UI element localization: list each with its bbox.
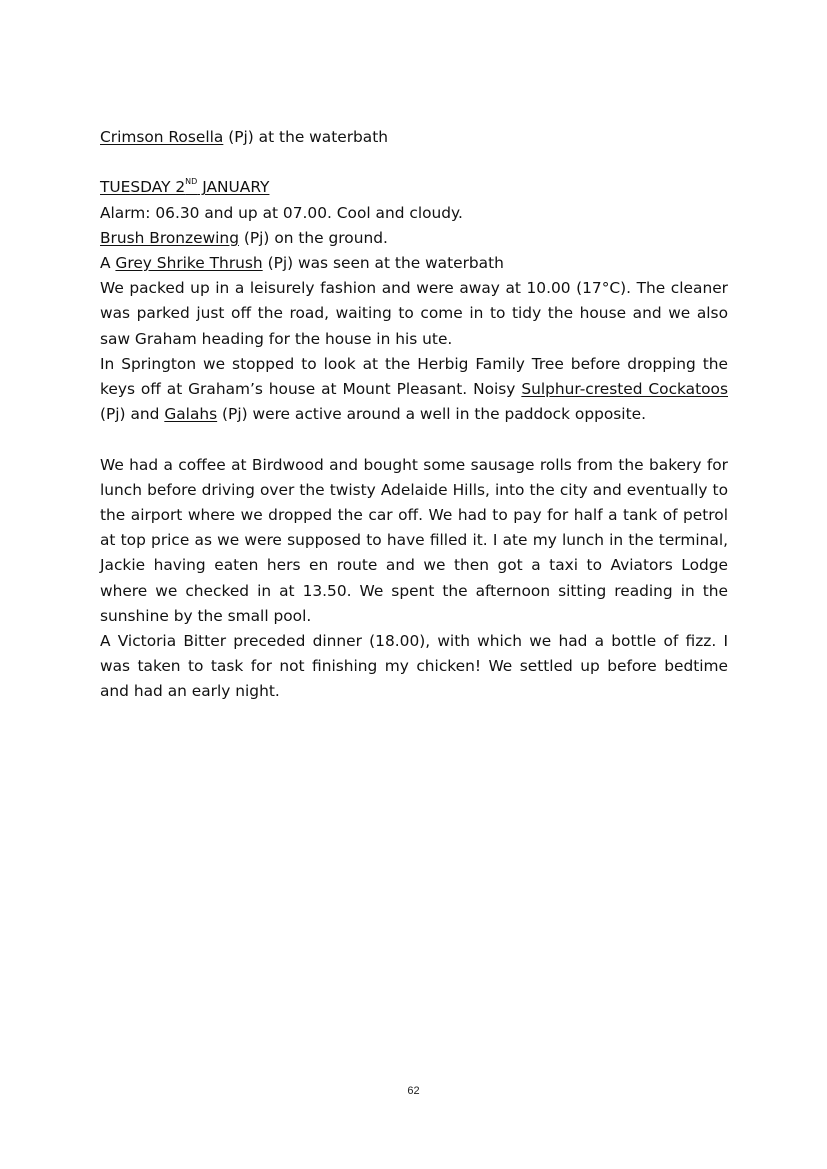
- packed-paragraph: We packed up in a leisurely fashion and were away at 10.00 (17°C). The cleaner was parked just off the road, waiting to come in to tidy the house and we also saw Graham heading for the house in his ute.: [100, 279, 728, 348]
- springton-text: In Springton we stopped to look at the Herbig Family Tree before dropping the keys off at Graham’s house at Mount Pleasant. Noisy: [100, 354, 728, 399]
- blank-line: [100, 427, 728, 452]
- alarm-line: Alarm: 06.30 and up at 07.00. Cool and cloudy.: [100, 203, 463, 222]
- species-sulphur-crested-cockatoos: Sulphur-crested Cockatoos: [521, 380, 728, 399]
- day-heading-prefix: TUESDAY 2: [100, 178, 186, 197]
- bronzewing-line: [100, 226, 728, 251]
- blank-line: [100, 150, 728, 175]
- coffee-paragraph: We had a coffee at Birdwood and bought some sausage rolls from the bakery for lunch before driving over the twisty Adelaide Hills, into the city and eventually to the airport where we dropped the car off. We had to pay for half a tank of petrol at top price as we were supposed to have filled it. I ate my lunch in the terminal, Jackie having eaten hers en route and we then got a taxi to Aviators Lodge where we checked in at 13.50. We spent the afternoon sitting reading in the sunshine by the small pool.: [100, 455, 728, 625]
- springton-paragraph: [100, 352, 728, 428]
- day-heading: [100, 175, 728, 200]
- cockatoo-note: (Pj) and: [100, 405, 165, 424]
- document-page: [100, 125, 728, 705]
- species-crimson-rosella: Crimson Rosella: [100, 128, 224, 146]
- day-heading-suffix: JANUARY: [197, 178, 270, 197]
- rosella-note: (Pj) at the waterbath: [223, 128, 389, 146]
- thrush-line: [100, 251, 728, 276]
- dinner-paragraph: A Victoria Bitter preceded dinner (18.00), with which we had a bottle of fizz. I was taken to task for not finishing my chicken! We settled up before bedtime and had an early night.: [100, 632, 728, 701]
- species-brush-bronzewing: Brush Bronzewing: [100, 228, 239, 247]
- page-number: 62: [407, 1085, 420, 1097]
- rosella-line: [100, 125, 728, 150]
- day-heading-ordinal: ND: [185, 177, 198, 187]
- thrush-prefix: A: [100, 254, 116, 272]
- bronzewing-note: (Pj) on the ground.: [238, 228, 388, 247]
- thrush-note: (Pj) was seen at the waterbath: [262, 254, 504, 272]
- galah-note: (Pj) were active around a well in the paddock opposite.: [217, 405, 646, 424]
- species-galahs: Galahs: [164, 405, 218, 424]
- species-grey-shrike-thrush: Grey Shrike Thrush: [115, 254, 263, 272]
